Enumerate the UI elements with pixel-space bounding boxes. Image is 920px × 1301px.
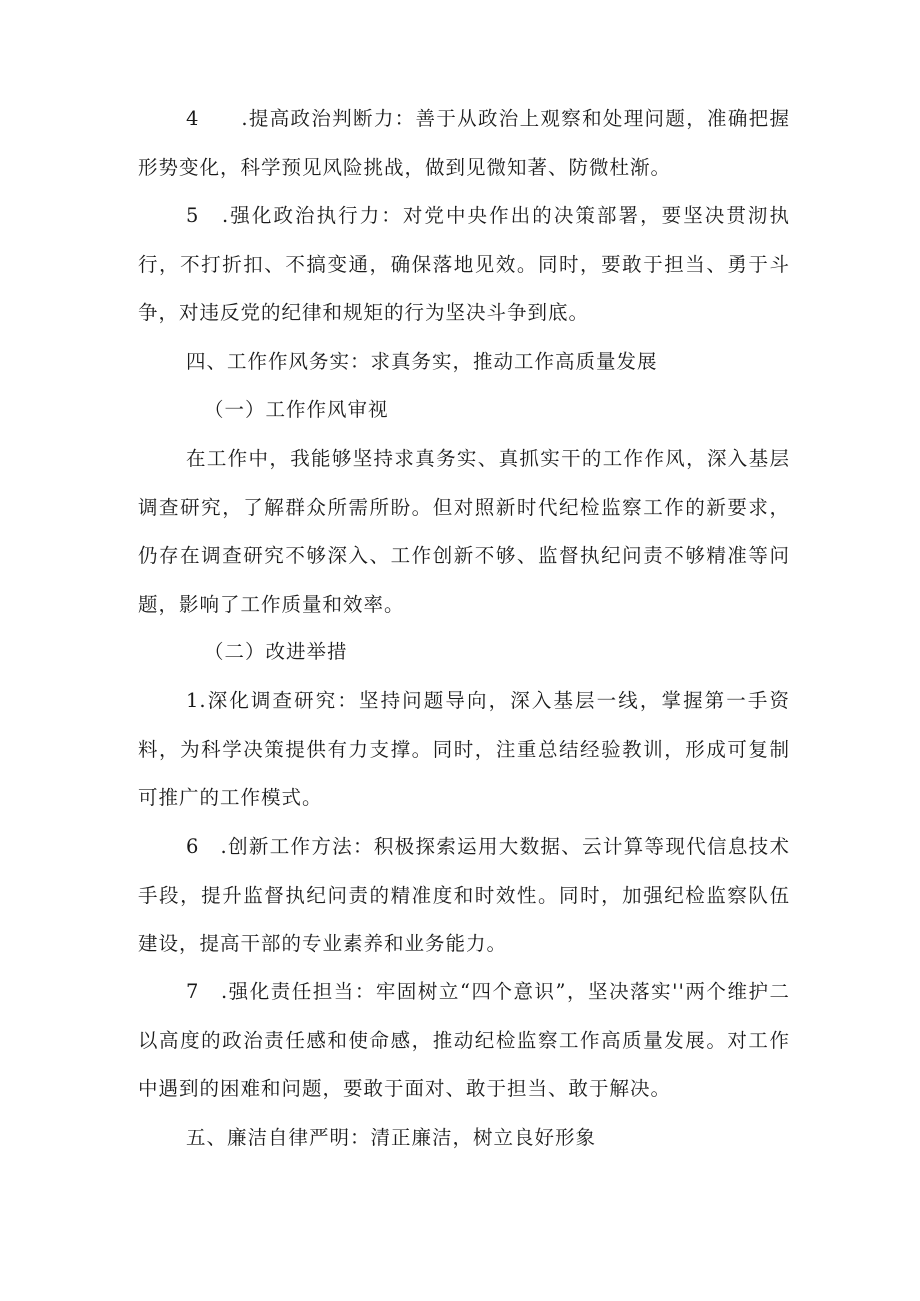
section-heading-4: 四、工作作风务实：求真务实，推动工作高质量发展	[186, 350, 658, 373]
subheading-measures: （二）改进举措	[204, 640, 348, 663]
paragraph-review-body: 在工作中，我能够坚持求真务实、真抓实干的工作作风，深入基层调查研究，了解群众所需所盼。但对照新时代纪检监察工作的新要求，仍存在调查研究不够深入、工作创新不够、监督执纪问责不够精准等问题，影响了工作质量和效率。	[138, 447, 790, 616]
subheading-review: （一）工作作风审视	[204, 398, 389, 421]
paragraph-item-4: 4 .提高政治判断力：善于从政治上观察和处理问题，准确把握形势变化，科学预见风险挑战，做到见微知著、防微杜渐。	[138, 107, 790, 179]
paragraph-item-5: 5 .强化政治执行力：对党中央作出的决策部署，要坚决贯沏执行，不打折扣、不搞变通，确保落地见效。同时，要敢于担当、勇于斗争，对违反党的纪律和规矩的行为坚决斗争到底。	[138, 204, 790, 324]
paragraph-measure-6: 6 .创新工作方法：积极探索运用大数据、云计算等现代信息技术手段，提升监督执纪问责的精准度和时效性。同时，加强纪检监察队伍建设，提高干部的专业素养和业务能力。	[138, 835, 790, 955]
section-heading-5: 五、廉洁自律严明：清正廉洁，树立良好形象	[186, 1126, 597, 1149]
paragraph-measure-1: 1.深化调查研究：坚持问题导向，深入基层一线，掌握第一手资料，为科学决策提供有力支撑。同时，注重总结经验教训，形成可复制可推广的工作模式。	[138, 689, 790, 809]
paragraph-measure-7: 7 .强化责任担当：牢固树立“四个意识”，坚决落实''两个维护二以高度的政治责任感和使命感，推动纪检监察工作高质量发展。对工作中遇到的困难和问题，要敢于面对、敢于担当、敢于解决。	[138, 980, 790, 1100]
